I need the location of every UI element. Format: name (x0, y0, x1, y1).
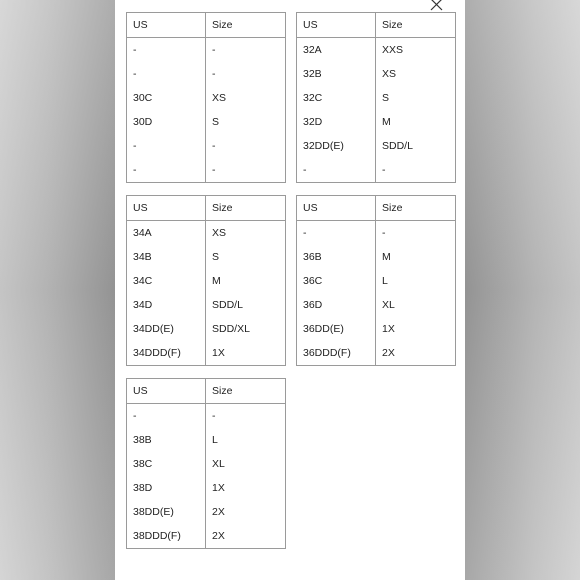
column-header-size: Size (206, 379, 286, 404)
column-header-us: US (127, 379, 206, 404)
size-cell: - (206, 134, 286, 158)
us-size-cell: 32D (303, 116, 323, 128)
column-header-us: US (297, 196, 376, 221)
us-size-cell: 38B (133, 434, 152, 446)
size-cell: SDD/L (376, 134, 456, 158)
table-row (127, 452, 286, 476)
table-row (127, 293, 286, 317)
size-cell: 2X (376, 341, 456, 366)
us-size-cell: 32B (303, 68, 322, 80)
us-size-cell: - (133, 164, 137, 176)
size-cell: - (376, 221, 456, 246)
size-table (126, 12, 286, 183)
us-size-cell: 34DD(E) (133, 323, 174, 335)
column-header-us: US (297, 13, 376, 38)
column-header-us: US (127, 13, 206, 38)
size-cell: 2X (206, 500, 286, 524)
us-size-cell: 32C (303, 92, 323, 104)
size-chart-sheet (115, 0, 465, 580)
table-row (127, 134, 286, 158)
size-cell: SDD/XL (206, 317, 286, 341)
table-header-row (127, 13, 286, 38)
size-cell: - (206, 62, 286, 86)
us-size-cell: 32DD(E) (303, 140, 344, 152)
table-row (127, 341, 286, 366)
us-size-cell: - (133, 44, 137, 56)
size-cell: - (376, 158, 456, 183)
size-cell: - (206, 404, 286, 429)
size-table (296, 195, 456, 366)
size-cell: XXS (376, 38, 456, 63)
us-size-cell: 30C (133, 92, 153, 104)
right-background (465, 0, 580, 580)
table-row (297, 86, 456, 110)
left-background (0, 0, 115, 580)
size-cell: M (376, 245, 456, 269)
size-cell: S (206, 245, 286, 269)
table-row (127, 245, 286, 269)
us-size-cell: 36DD(E) (303, 323, 344, 335)
table-row (127, 110, 286, 134)
size-cell: XL (376, 293, 456, 317)
table-row (127, 158, 286, 183)
us-size-cell: 34DDD(F) (133, 347, 181, 359)
table-row (297, 245, 456, 269)
table-row (127, 404, 286, 429)
column-header-us: US (127, 196, 206, 221)
us-size-cell: - (133, 68, 137, 80)
size-table (126, 378, 286, 549)
column-header-size: Size (376, 13, 456, 38)
size-cell: XS (206, 86, 286, 110)
size-table (126, 195, 286, 366)
table-row (297, 158, 456, 183)
table-row (297, 221, 456, 246)
us-size-cell: 34A (133, 227, 152, 239)
table-row (127, 62, 286, 86)
table-row (127, 317, 286, 341)
table-row (297, 317, 456, 341)
size-cell: 2X (206, 524, 286, 549)
size-cell: M (376, 110, 456, 134)
table-row (297, 62, 456, 86)
size-cell: SDD/L (206, 293, 286, 317)
table-row (127, 428, 286, 452)
us-size-cell: 38DD(E) (133, 506, 174, 518)
table-row (297, 341, 456, 366)
close-icon (428, 0, 444, 12)
size-cell: XL (206, 452, 286, 476)
size-cell: XS (206, 221, 286, 246)
size-cell: 1X (206, 476, 286, 500)
us-size-cell: - (133, 410, 137, 422)
table-row (127, 500, 286, 524)
us-size-cell: 36DDD(F) (303, 347, 351, 359)
us-size-cell: 34D (133, 299, 153, 311)
column-header-size: Size (206, 196, 286, 221)
column-header-size: Size (376, 196, 456, 221)
us-size-cell: 30D (133, 116, 153, 128)
us-size-cell: - (303, 227, 307, 239)
us-size-cell: - (303, 164, 307, 176)
size-cell: - (206, 158, 286, 183)
us-size-cell: 38C (133, 458, 153, 470)
us-size-cell: 32A (303, 44, 322, 56)
table-row (127, 221, 286, 246)
us-size-cell: 34C (133, 275, 153, 287)
us-size-cell: - (133, 140, 137, 152)
us-size-cell: 34B (133, 251, 152, 263)
table-row (297, 269, 456, 293)
table-row (297, 110, 456, 134)
table-row (297, 38, 456, 63)
size-cell: S (206, 110, 286, 134)
table-row (127, 86, 286, 110)
table-row (127, 269, 286, 293)
size-cell: - (206, 38, 286, 63)
size-cell: L (376, 269, 456, 293)
column-header-size: Size (206, 13, 286, 38)
table-row (127, 476, 286, 500)
us-size-cell: 36B (303, 251, 322, 263)
table-header-row (297, 13, 456, 38)
table-row (127, 38, 286, 63)
us-size-cell: 36C (303, 275, 323, 287)
table-header-row (127, 196, 286, 221)
table-row (297, 293, 456, 317)
us-size-cell: 36D (303, 299, 323, 311)
size-table (296, 12, 456, 183)
us-size-cell: 38D (133, 482, 153, 494)
table-header-row (297, 196, 456, 221)
us-size-cell: 38DDD(F) (133, 530, 181, 542)
table-row (127, 524, 286, 549)
table-header-row (127, 379, 286, 404)
size-cell: 1X (206, 341, 286, 366)
size-cell: 1X (376, 317, 456, 341)
table-row (297, 134, 456, 158)
size-cell: XS (376, 62, 456, 86)
size-cell: M (206, 269, 286, 293)
size-cell: L (206, 428, 286, 452)
size-cell: S (376, 86, 456, 110)
close-button[interactable] (428, 0, 444, 12)
